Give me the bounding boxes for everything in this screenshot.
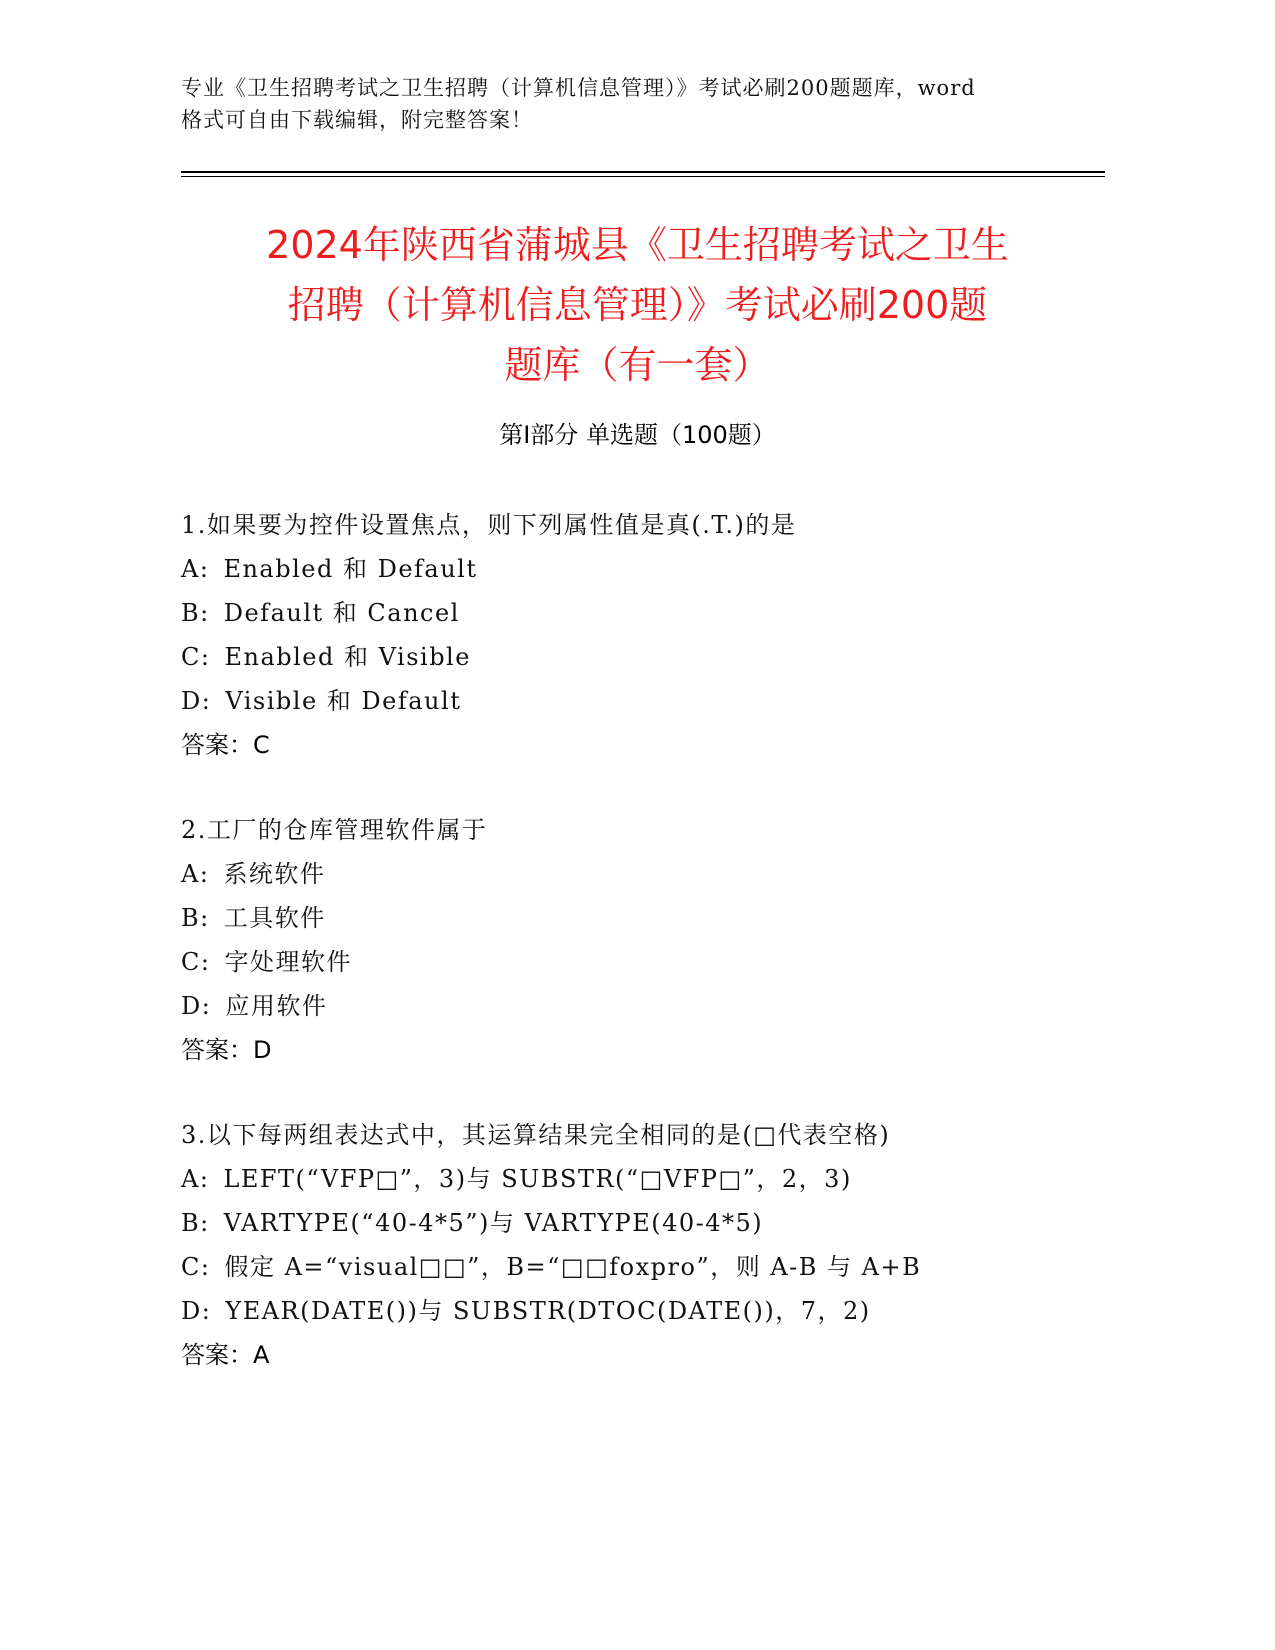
option-separator: : [200,904,210,932]
question-stem: 3.以下每两组表达式中，其运算结果完全相同的是(□代表空格) [181,1121,891,1149]
option-a [181,1157,1111,1201]
option-separator: : [199,1165,210,1193]
option-text: VARTYPE(“40-4*5”)与 VARTYPE(40-4*5) [223,1209,764,1237]
document-title-line-2: 招聘（计算机信息管理）》考试必刷200题 [287,283,988,327]
header-note-line-1: 专业《卫生招聘考试之卫生招聘（计算机信息管理）》考试必刷200题题库，word [181,76,976,100]
option-text: LEFT(“VFP□”，3)与 SUBSTR(“□VFP□”，2，3) [223,1165,852,1193]
option-letter: D [181,992,202,1020]
header-note [181,72,1091,136]
header-note-line-2: 格式可自由下载编辑，附完整答案！ [181,108,533,132]
question-block [181,1113,1111,1377]
option-separator: : [201,1297,212,1325]
option-separator: : [201,992,212,1020]
document-title-line-3: 题库（有一套） [504,343,771,387]
option-b [181,1201,1111,1245]
answer-line: 答案：D [181,1036,272,1064]
option-letter: D [181,1297,202,1325]
option-text: 系统软件 [223,860,326,888]
question-stem: 2.工厂的仓库管理软件属于 [181,816,488,844]
option-letter: B [181,599,201,627]
option-a [181,852,1111,896]
option-text: Visible 和 Default [225,687,462,715]
option-c [181,940,1111,984]
option-letter: A [181,1165,200,1193]
option-text: 假定 A=“visual□□”，B=“□□foxpro”，则 A-B 与 A+B [224,1253,922,1281]
option-letter: C [181,643,201,671]
question-stem: 1.如果要为控件设置焦点，则下列属性值是真(.T.)的是 [181,511,797,539]
option-c [181,1245,1111,1289]
option-separator: : [200,643,211,671]
option-letter: B [181,1209,201,1237]
option-c [181,635,1111,679]
answer-line: 答案：C [181,731,270,759]
option-letter: A [181,860,200,888]
option-text: Default 和 Cancel [223,599,460,627]
option-separator: : [201,687,212,715]
option-separator: : [200,1253,211,1281]
question-block [181,503,1111,767]
answer-line: 答案：A [181,1341,270,1369]
option-separator: : [200,1209,210,1237]
option-letter: C [181,1253,201,1281]
section-heading: 第Ⅰ部分 单选题（100题） [499,421,776,449]
option-text: Enabled 和 Visible [224,643,471,671]
question-block [181,808,1111,1072]
option-d [181,984,1111,1028]
option-separator: : [199,555,210,583]
header-divider-thick [181,171,1105,173]
option-letter: B [181,904,201,932]
option-separator: : [200,599,210,627]
option-d [181,679,1111,723]
option-text: Enabled 和 Default [223,555,478,583]
document-title [160,215,1115,395]
option-b [181,896,1111,940]
option-d [181,1289,1111,1333]
option-text: YEAR(DATE())与 SUBSTR(DTOC(DATE())，7，2) [225,1297,871,1325]
option-letter: C [181,948,201,976]
option-text: 工具软件 [223,904,326,932]
document-title-line-1: 2024年陕西省蒲城县《卫生招聘考试之卫生 [266,223,1009,267]
option-separator: : [200,948,211,976]
option-text: 应用软件 [225,992,328,1020]
option-text: 字处理软件 [224,948,352,976]
option-letter: A [181,555,200,583]
option-separator: : [199,860,210,888]
option-a [181,547,1111,591]
option-letter: D [181,687,202,715]
option-b [181,591,1111,635]
header-divider-thin [181,176,1105,177]
